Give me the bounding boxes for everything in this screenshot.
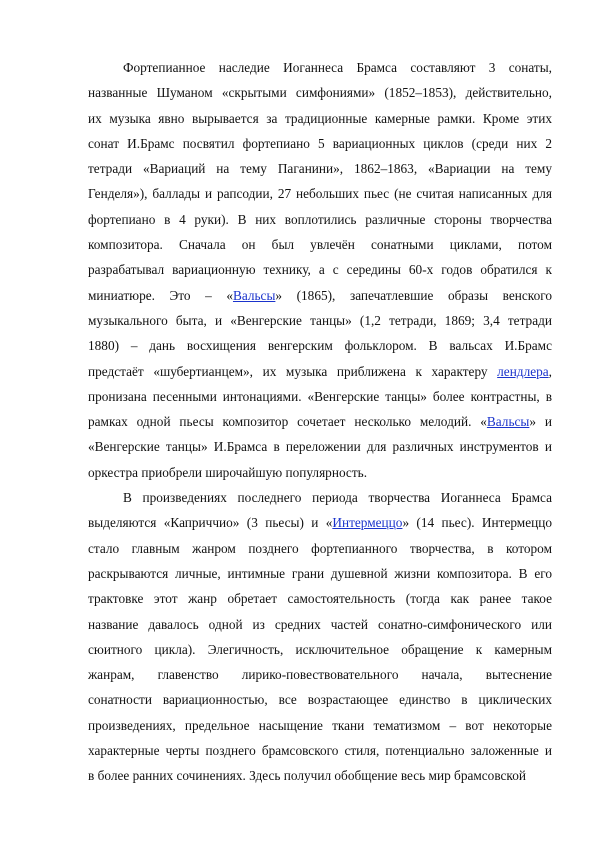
- text-segment: их музыка явно вырывается за традиционные камерные рамки. Кроме этих: [88, 110, 552, 126]
- text-line: [88, 55, 552, 80]
- text-line: [88, 80, 552, 105]
- text-line: [88, 434, 552, 459]
- hyperlink[interactable]: лендлера: [497, 363, 549, 379]
- text-segment: рамках одной пьесы композитор сочетает несколько мелодий. «: [88, 414, 487, 430]
- text-segment: произведениях, предельное насыщение ткани тематизмом – вот некоторые: [88, 717, 552, 733]
- text-segment: » и: [529, 414, 552, 430]
- text-line: [88, 460, 552, 485]
- text-segment: названные Шуманом «скрытыми симфониями» (1852–1853), действительно,: [88, 85, 552, 101]
- text-segment: раскрываются личные, интимные грани душевной жизни композитора. В его: [88, 565, 552, 581]
- text-line: [88, 106, 552, 131]
- text-segment: » (14 пьес). Интермеццо: [402, 515, 552, 531]
- text-segment: музыкального быта, и «Венгерские танцы» (1,2 тетради, 1869; 3,4 тетради: [88, 312, 552, 328]
- text-line: [88, 131, 552, 156]
- text-line: [88, 561, 552, 586]
- text-segment: 1880) – дань восхищения венгерским фольклором. В вальсах И.Брамс: [88, 338, 552, 354]
- text-line: [88, 333, 552, 358]
- hyperlink[interactable]: Вальсы: [486, 414, 530, 430]
- text-segment: трактовке этот жанр обретает самостоятельность (тогда как ранее такое: [88, 591, 552, 607]
- text-segment: жанрам, главенство лирико-повествовательного начала, вытеснение: [88, 667, 552, 683]
- text-line: [88, 662, 552, 687]
- text-line: [88, 359, 552, 384]
- text-segment: оркестра приобрели широчайшую популярность.: [88, 464, 368, 480]
- text-segment: разрабатывал вариационную технику, а с середины 60-х годов обратился к: [88, 262, 552, 278]
- text-line: [88, 283, 552, 308]
- text-line: [88, 637, 552, 662]
- paragraph-piano-legacy: [88, 55, 552, 485]
- text-line: [88, 586, 552, 611]
- text-segment: В произведениях последнего периода творчества Иоганнеса Брамса: [123, 490, 552, 506]
- text-line: [88, 738, 552, 763]
- text-segment: миниатюре. Это – «: [88, 287, 233, 303]
- text-line: [88, 232, 552, 257]
- text-line: [88, 409, 552, 434]
- text-segment: «Венгерские танцы» И.Брамса в переложении для различных инструментов и: [88, 439, 552, 455]
- text-line: [88, 485, 552, 510]
- text-line: [88, 308, 552, 333]
- text-line: [88, 763, 552, 788]
- text-line: [88, 713, 552, 738]
- text-segment: характерные черты позднего брамсовского стиля, потенциально заложенные и: [88, 743, 552, 759]
- text-segment: стало главным жанром позднего фортепианного творчества, в котором: [88, 540, 552, 556]
- text-line: [88, 257, 552, 282]
- text-segment: фортепиано в 4 руки). В них воплотились различные стороны творчества: [88, 211, 552, 227]
- text-line: [88, 207, 552, 232]
- text-segment: сюитного цикла). Элегичность, исключительное обращение к камерным: [88, 641, 552, 657]
- text-line: [88, 612, 552, 637]
- hyperlink[interactable]: Вальсы: [232, 287, 276, 303]
- paragraph-late-period: [88, 485, 552, 789]
- text-segment: сонат И.Брамс посвятил фортепиано 5 вариационных циклов (среди них 2: [88, 135, 552, 151]
- text-line: [88, 510, 552, 535]
- text-line: [88, 181, 552, 206]
- text-segment: название давалось одной из средних частей сонатно-симфонического или: [88, 616, 552, 632]
- text-segment: тетради «Вариаций на тему Паганини», 1862–1863, «Вариации на тему: [88, 161, 552, 177]
- text-line: [88, 536, 552, 561]
- document-page: [88, 55, 552, 789]
- text-segment: композитора. Сначала он был увлечён сонатными циклами, потом: [88, 237, 552, 253]
- text-segment: в более ранних сочинениях. Здесь получил обобщение весь мир брамсовской: [88, 768, 526, 784]
- text-segment: Генделя»), баллады и рапсодии, 27 небольших пьес (не считая написанных для: [88, 186, 552, 202]
- text-segment: выделяются «Каприччио» (3 пьесы) и «: [88, 515, 333, 531]
- text-line: [88, 384, 552, 409]
- text-segment: сонатности вариационностью, все возрастающее единство в циклических: [88, 692, 552, 708]
- hyperlink[interactable]: Интермеццо: [332, 515, 403, 531]
- text-segment: » (1865), запечатлевшие образы венского: [275, 287, 552, 303]
- text-segment: предстаёт «шубертианцем», их музыка приближена к характеру: [88, 363, 498, 379]
- text-line: [88, 156, 552, 181]
- text-line: [88, 687, 552, 712]
- text-segment: Фортепианное наследие Иоганнеса Брамса составляют 3 сонаты,: [123, 60, 552, 75]
- text-segment: пронизана песенными интонациями. «Венгерские танцы» более контрастны, в: [88, 388, 552, 404]
- text-segment: ,: [548, 363, 552, 379]
